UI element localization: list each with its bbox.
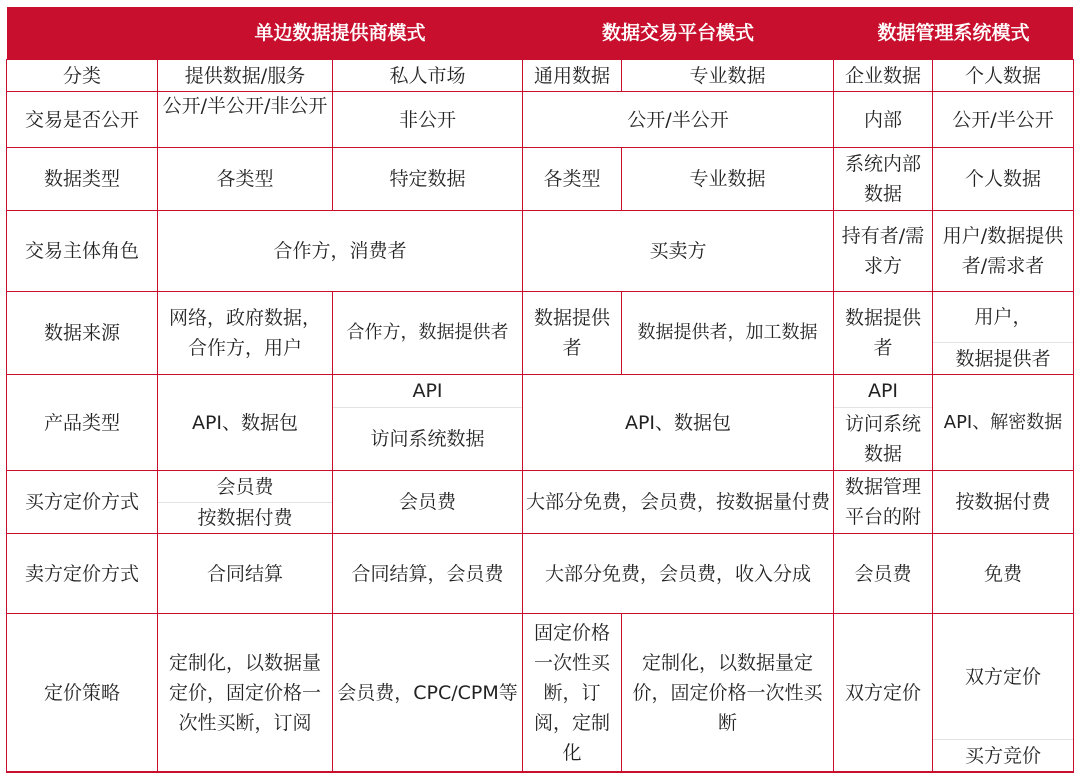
cell-seller-price-c34: 大部分免费，会员费，收入分成 <box>523 534 833 613</box>
cell-product-c1: API、数据包 <box>158 375 332 470</box>
cell-public-c34: 公开/半公开 <box>523 92 833 147</box>
grid-v-c3c4-a <box>621 59 622 92</box>
grid-v-group2 <box>522 7 523 772</box>
cell-category-c4: 专业数据 <box>622 60 833 91</box>
subdivider-product-c5 <box>834 407 932 408</box>
cell-product-c6: API、解密数据 <box>933 375 1073 470</box>
subdivider-strategy-c6 <box>933 739 1073 740</box>
cell-roles-c5: 持有者/需求方 <box>834 211 932 291</box>
header-single-provider: 单边数据提供商模式 <box>158 7 522 59</box>
cell-seller-price-c6: 免费 <box>933 534 1073 613</box>
subdivider-buyer-c1 <box>158 502 332 503</box>
cell-product-c5b: 访问系统数据 <box>834 408 932 470</box>
grid-v-c1c2-a <box>332 59 333 211</box>
cell-strategy-c2: 会员费，CPC/CPM等 <box>333 614 522 771</box>
cell-data-type-c5: 系统内部数据 <box>834 148 932 210</box>
cell-source-c6a: 用户， <box>933 292 1073 342</box>
cell-product-c2b: 访问系统数据 <box>333 408 522 470</box>
cell-product-c2a: API <box>333 375 522 407</box>
row-label-strategy: 定价策略 <box>7 614 157 771</box>
row-label-category: 分类 <box>7 60 157 91</box>
subdivider-source-c6 <box>933 342 1073 343</box>
cell-buyer-price-c34: 大部分免费，会员费，按数据量付费 <box>523 471 833 533</box>
cell-buyer-price-c6: 按数据付费 <box>933 471 1073 533</box>
cell-data-type-c4: 专业数据 <box>622 148 833 210</box>
cell-public-c5: 内部 <box>834 92 932 147</box>
cell-strategy-c6a: 双方定价 <box>933 614 1073 739</box>
cell-category-c1: 提供数据/服务 <box>158 60 332 91</box>
cell-strategy-c4: 定制化，以数据量定价，固定价格一次性买断 <box>622 614 833 771</box>
grid-h-6 <box>6 374 1074 375</box>
cell-product-c5a: API <box>834 375 932 407</box>
cell-data-type-c2: 特定数据 <box>333 148 522 210</box>
cell-roles-c12: 合作方，消费者 <box>158 211 522 291</box>
grid-h-2 <box>6 91 1074 92</box>
cell-buyer-price-c1a: 会员费 <box>158 471 332 502</box>
grid-v-c3c4-c <box>621 291 622 375</box>
cell-roles-c6: 用户/数据提供者/需求者 <box>933 211 1073 291</box>
grid-v-c5c6 <box>932 59 933 772</box>
cell-category-c6: 个人数据 <box>933 60 1073 91</box>
grid-h-9 <box>6 613 1074 614</box>
header-blank-cell <box>7 7 157 59</box>
header-trading-platform: 数据交易平台模式 <box>523 7 833 59</box>
row-label-roles: 交易主体角色 <box>7 211 157 291</box>
cell-source-c3: 数据提供者 <box>523 292 621 374</box>
grid-h-8 <box>6 533 1074 534</box>
cell-seller-price-c2: 合同结算，会员费 <box>333 534 522 613</box>
grid-h-4 <box>6 210 1074 211</box>
grid-h-7 <box>6 470 1074 471</box>
row-label-seller-price: 卖方定价方式 <box>7 534 157 613</box>
cell-source-c4: 数据提供者，加工数据 <box>622 292 833 374</box>
header-management-system: 数据管理系统模式 <box>834 7 1073 59</box>
cell-public-c6: 公开/半公开 <box>933 92 1073 147</box>
row-label-public: 交易是否公开 <box>7 92 157 147</box>
cell-product-c34: API、数据包 <box>523 375 833 470</box>
cell-source-c5: 数据提供者 <box>834 292 932 374</box>
grid-v-left <box>6 59 7 772</box>
grid-h-1 <box>6 59 1074 60</box>
cell-roles-c34: 买卖方 <box>523 211 833 291</box>
grid-v-c3c4-d <box>621 613 622 772</box>
cell-buyer-price-c2: 会员费 <box>333 471 522 533</box>
grid-h-5 <box>6 291 1074 292</box>
cell-category-c2: 私人市场 <box>333 60 522 91</box>
cell-strategy-c6b: 买方竞价 <box>933 740 1073 771</box>
cell-public-c1: 公开/半公开/非公开 <box>158 92 332 147</box>
grid-v-label <box>157 7 158 772</box>
row-label-product: 产品类型 <box>7 375 157 470</box>
grid-v-group3 <box>833 7 834 772</box>
grid-h-bottom <box>6 771 1074 773</box>
row-label-source: 数据来源 <box>7 292 157 374</box>
cell-category-c5: 企业数据 <box>834 60 932 91</box>
cell-source-c1: 网络，政府数据，合作方，用户 <box>158 292 332 374</box>
cell-category-c3: 通用数据 <box>523 60 621 91</box>
cell-source-c6b: 数据提供者 <box>933 343 1073 374</box>
cell-strategy-c1: 定制化，以数据量定价，固定价格一次性买断，订阅 <box>158 614 332 771</box>
cell-buyer-price-c1b: 按数据付费 <box>158 503 332 533</box>
cell-buyer-price-c5: 数据管理平台的附 <box>834 471 932 533</box>
cell-source-c2: 合作方，数据提供者 <box>333 292 522 374</box>
cell-strategy-c3: 固定价格一次性买断，订阅，定制化 <box>523 614 621 771</box>
cell-data-type-c1: 各类型 <box>158 148 332 210</box>
grid-v-c1c2-b <box>332 291 333 772</box>
grid-v-right <box>1073 59 1074 772</box>
cell-data-type-c6: 个人数据 <box>933 148 1073 210</box>
cell-public-c2: 非公开 <box>333 92 522 147</box>
grid-h-3 <box>6 147 1074 148</box>
cell-seller-price-c1: 合同结算 <box>158 534 332 613</box>
grid-v-c3c4-b <box>621 147 622 211</box>
subdivider-product-c2 <box>333 407 522 408</box>
cell-strategy-c5: 双方定价 <box>834 614 932 771</box>
row-label-data-type: 数据类型 <box>7 148 157 210</box>
row-label-buyer-price: 买方定价方式 <box>7 471 157 533</box>
cell-seller-price-c5: 会员费 <box>834 534 932 613</box>
cell-data-type-c3: 各类型 <box>523 148 621 210</box>
